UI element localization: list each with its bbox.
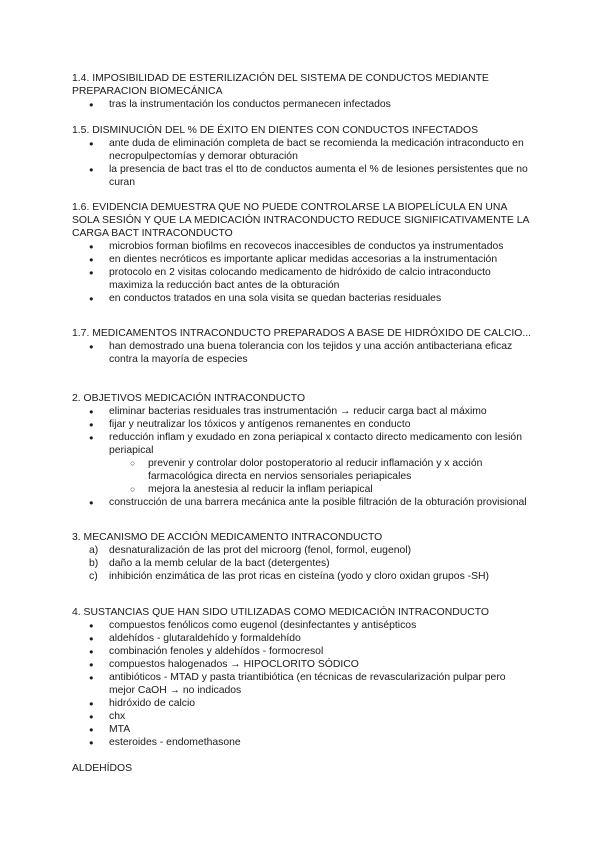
section-heading: 4. SUSTANCIAS QUE HAN SIDO UTILIZADAS COMO MEDICACIÓN INTRACONDUCTO <box>72 607 490 618</box>
list-item: ● en dientes necróticos es importante aplicar medidas accesorias a la instrumentación <box>72 253 532 266</box>
list-item-text: daño a la memb celular de la bact (detergentes) <box>109 558 330 569</box>
section-3 <box>72 531 532 583</box>
list-item: ● han demostrado una buena tolerancia con los tejidos y una acción antibacteriana eficaz contra la mayoría de especies <box>72 340 532 366</box>
list-item: ● construcción de una barrera mecánica ante la posible filtración de la obturación provisional <box>72 496 532 509</box>
sub-list-item: ○ prevenir y controlar dolor postoperatorio al reducir inflamación y x acción farmacológica directa en nervios sensoriales periapicales <box>111 457 532 483</box>
list-item: ● MTA <box>72 723 532 736</box>
sub-bullet-list <box>111 457 532 496</box>
section-heading: 1.7. MEDICAMENTOS INTRACONDUCTO PREPARADOS A BASE DE HIDRÓXIDO DE CALCIO... <box>72 328 532 339</box>
section-2 <box>72 392 532 509</box>
list-item: ● tras la instrumentación los conductos permanecen infectados <box>72 98 532 111</box>
section-4 <box>72 606 532 749</box>
list-item: ● aldehídos - glutaraldehído y formaldehído <box>72 632 532 645</box>
section-heading: 1.5. DISMINUCIÓN DEL % DE ÉXITO EN DIENTES CON CONDUCTOS INFECTADOS <box>72 125 479 136</box>
list-item: ● compuestos fenólicos como eugenol (desinfectantes y antisépticos <box>72 619 532 632</box>
sub-list-item: ○ mejora la anestesia al reducir la inflam periapical <box>111 483 532 496</box>
bullet-list <box>72 137 532 189</box>
list-item: ● chx <box>72 710 532 723</box>
section-1-4 <box>72 72 532 111</box>
section-heading: 3. MECANISMO DE ACCIÓN MEDICAMENTO INTRACONDUCTO <box>72 532 383 543</box>
list-item-text: inhibición enzimática de las prot ricas en cisteína (yodo y cloro oxidan grupos -SH) <box>109 571 490 582</box>
list-marker: b) <box>89 558 99 569</box>
list-item: ● la presencia de bact tras el tto de conductos aumenta el % de lesiones persistentes que no curan <box>72 163 532 189</box>
list-item-text: reducción inflam y exudado en zona periapical x contacto directo medicamento con lesión periapical <box>109 432 522 456</box>
list-item <box>72 544 532 557</box>
bullet-list <box>72 619 532 749</box>
list-item: ● en conductos tratados en una sola visita se quedan bacterias residuales <box>72 292 532 305</box>
list-item: ● ante duda de eliminación completa de bact se recomienda la medicación intraconducto en necropulpectomías y demorar obturación <box>72 137 532 163</box>
section-heading: 1.6. EVIDENCIA DEMUESTRA QUE NO PUEDE CONTROLARSE LA BIOPELÍCULA EN UNA SOLA SESIÓN Y QUE LA MEDICACIÓN INTRACONDUCTO REDUCE SIGNIFICATIVAMENTE LA CARGA BACT INTRACONDUCTO <box>72 202 529 239</box>
bullet-list <box>72 405 532 509</box>
list-item-text: desnaturalización de las prot del microorg (fenol, formol, eugenol) <box>109 545 412 556</box>
list-item: ● fijar y neutralizar los tóxicos y antígenos remanentes en conducto <box>72 418 532 431</box>
list-marker: c) <box>89 571 98 582</box>
list-item: ● esteroides - endomethasone <box>72 736 532 749</box>
section-heading: 2. OBJETIVOS MEDICACIÓN INTRACONDUCTO <box>72 393 306 404</box>
list-item: ● compuestos halogenados → HIPOCLORITO SÓDICO <box>72 658 532 671</box>
section-1-5 <box>72 124 532 189</box>
section-1-6 <box>72 201 532 305</box>
section-1-7 <box>72 327 532 366</box>
section-heading: ALDEHÍDOS <box>72 763 133 774</box>
list-item <box>72 431 532 496</box>
list-item: ● eliminar bacterias residuales tras instrumentación → reducir carga bact al máximo <box>72 405 532 418</box>
list-marker: a) <box>89 545 99 556</box>
bullet-list <box>72 98 532 111</box>
list-item: ● combinación fenoles y aldehídos - formocresol <box>72 645 532 658</box>
list-item: ● microbios forman biofilms en recovecos inaccesibles de conductos ya instrumentados <box>72 240 532 253</box>
list-item: ● antibióticos - MTAD y pasta triantibiótica (en técnicas de revascularización pulpar pero mejor CaOH → no indicados <box>72 671 532 697</box>
bullet-list <box>72 340 532 366</box>
section-aldehidos <box>72 762 532 775</box>
list-item <box>72 570 532 583</box>
list-item <box>72 557 532 570</box>
lettered-list <box>72 544 532 583</box>
list-item: ● protocolo en 2 visitas colocando medicamento de hidróxido de calcio intraconducto maximiza la reducción bact antes de la obturación <box>72 266 532 292</box>
bullet-list <box>72 240 532 305</box>
list-item: ● hidróxido de calcio <box>72 697 532 710</box>
section-heading: 1.4. IMPOSIBILIDAD DE ESTERILIZACIÓN DEL SISTEMA DE CONDUCTOS MEDIANTE PREPARACION BIOMECÁNICA <box>72 73 489 97</box>
